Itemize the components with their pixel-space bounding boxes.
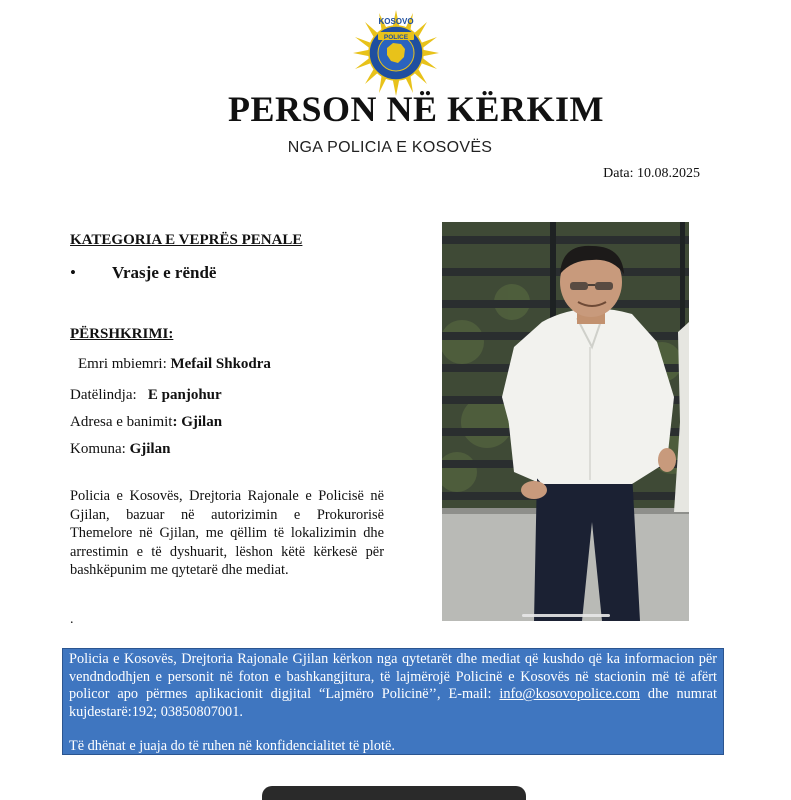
page-title: PERSON NË KËRKIM <box>227 89 605 129</box>
email-link[interactable]: info@kosovopolice.com <box>499 686 640 702</box>
date-value: 10.08.2025 <box>637 166 700 181</box>
trailing-dot: . <box>70 612 74 627</box>
document-date <box>603 166 700 182</box>
field-address-value: : Gjilan <box>172 414 223 430</box>
field-dob-value: E panjohur <box>147 387 222 403</box>
kosovo-police-logo-icon <box>351 10 441 96</box>
field-address-label: Adresa e banimit <box>70 414 173 430</box>
description-heading: PËRSHKRIMI: <box>70 326 174 342</box>
notice-paragraph <box>69 651 717 721</box>
field-name-value: Mefail Shkodra <box>170 356 271 372</box>
category-item-label: Vrasje e rëndë <box>112 263 217 282</box>
field-date-of-birth <box>70 387 222 404</box>
confidentiality-note: Të dhënat e juaja do të ruhen në konfidencialitet të plotë. <box>69 738 395 754</box>
notice-phone-text: dhe numrat kujdestarë:192; 03850807001. <box>69 686 717 720</box>
field-name-label: Emri mbiemri: <box>78 356 167 372</box>
field-address <box>70 414 222 431</box>
bullet-icon: • <box>70 263 76 282</box>
field-municipality-label: Komuna: <box>70 441 126 457</box>
wanted-person-photo <box>442 222 689 621</box>
description-paragraph: Policia e Kosovës, Drejtoria Rajonale e Policisë në Gjilan, bazuar në autorizimin e Prokurorisë Themelore në Gjilan, me qëllim të lokalizimin dhe arrestimin e të dyshuarit, lëshon këtë kërkesë për bashkëpunim me qytetarë dhe mediat. <box>70 488 384 578</box>
contact-notice <box>62 648 724 755</box>
svg-text:KOSOVO: KOSOVO <box>378 17 414 26</box>
svg-text:POLICE: POLICE <box>383 34 409 41</box>
field-name <box>78 356 271 373</box>
field-municipality-value: Gjilan <box>129 441 171 457</box>
field-dob-label: Datëlindja: <box>70 387 137 403</box>
bottom-toolbar-edge <box>262 786 526 800</box>
page-subtitle: NGA POLICIA E KOSOVËS <box>287 139 493 156</box>
field-municipality <box>70 441 170 458</box>
date-label: Data: <box>603 166 634 181</box>
category-heading: KATEGORIA E VEPRËS PENALE <box>70 232 303 248</box>
notice-text: Policia e Kosovës, Drejtoria Rajonale Gjilan kërkon nga qytetarët dhe mediat që kushdo që ka informacion për vendndodhjen e personit në foton e bashkangjitura, të lajmërojë Policinë e Kosovës në stacionin më të afërt policor apo përmes aplikacionit digjital “Lajmëro Policinë’’, E-mail: <box>69 651 717 702</box>
category-item <box>70 263 216 283</box>
